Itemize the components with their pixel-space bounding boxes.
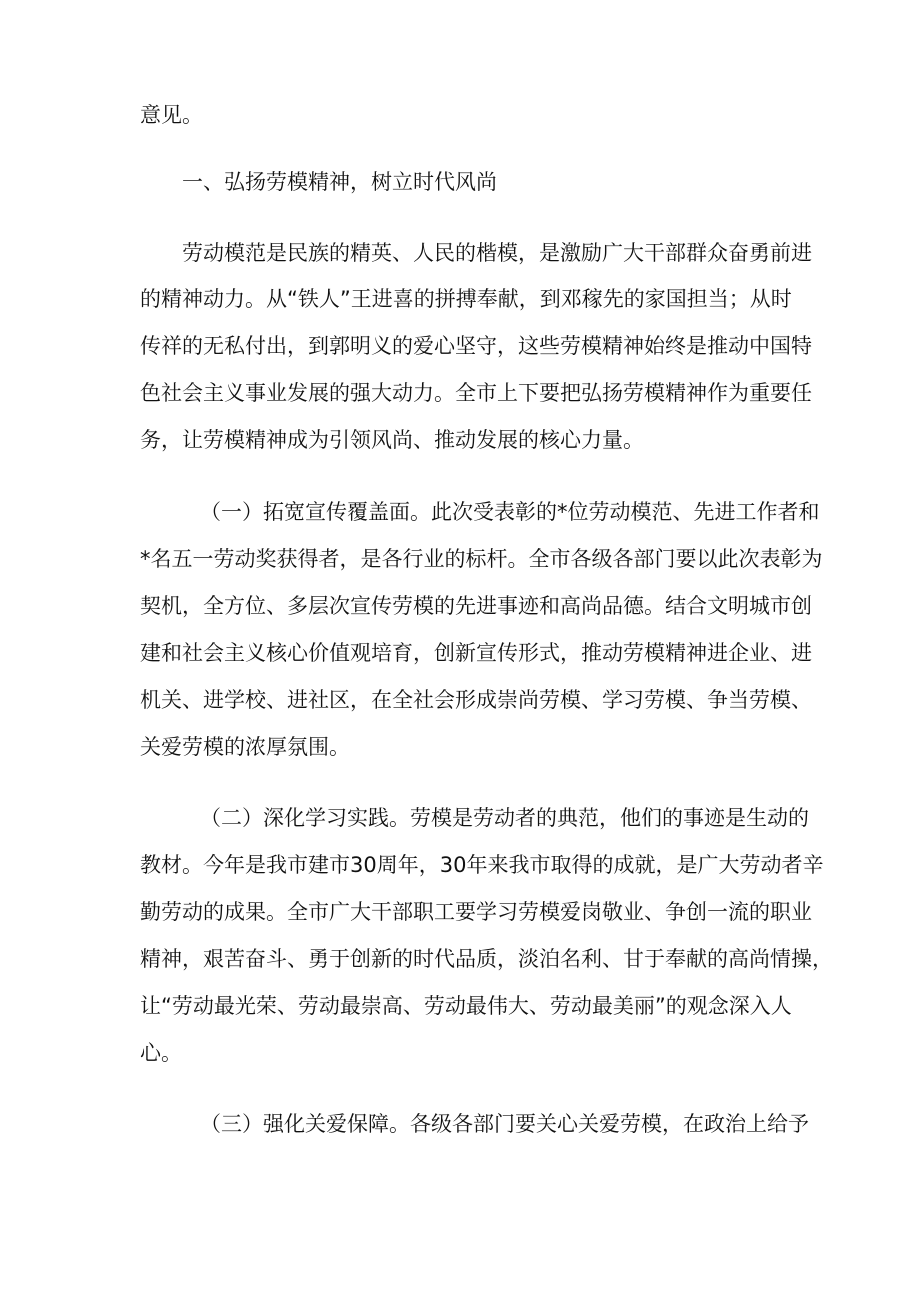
paragraph-line: *名五一劳动奖获得者，是各行业的标杆。全市各级各部门要以此次表彰为 xyxy=(140,547,823,571)
paragraph-line: 契机，全方位、多层次宣传劳模的先进事迹和高尚品德。结合文明城市创 xyxy=(140,594,812,618)
paragraph-line: （一）拓宽宣传覆盖面。此次受表彰的*位劳动模范、先进工作者和 xyxy=(200,500,820,524)
paragraph-line: 关爱劳模的浓厚氛围。 xyxy=(140,735,350,759)
paragraph-line: 务，让劳模精神成为引领风尚、推动发展的核心力量。 xyxy=(140,428,644,452)
intro-tail-text: 意见。 xyxy=(140,103,203,127)
section-heading: 一、弘扬劳模精神，树立时代风尚 xyxy=(182,170,497,194)
paragraph-line: （三）强化关爱保障。各级各部门要关心关爱劳模，在政治上给予 xyxy=(200,1112,809,1136)
paragraph-line: 勤劳动的成果。全市广大干部职工要学习劳模爱岗敬业、争创一流的职业 xyxy=(140,900,812,924)
paragraph-line: 传祥的无私付出，到郭明义的爱心坚守，这些劳模精神始终是推动中国特 xyxy=(140,334,812,358)
paragraph-line: （二）深化学习实践。劳模是劳动者的典范，他们的事迹是生动的 xyxy=(200,806,809,830)
paragraph-line: 建和社会主义核心价值观培育，创新宣传形式，推动劳模精神进企业、进 xyxy=(140,641,812,665)
paragraph-line: 让“劳动最光荣、劳动最崇高、劳动最伟大、劳动最美丽”的观念深入人 xyxy=(140,994,792,1018)
paragraph-line: 劳动模范是民族的精英、人民的楷模，是激励广大干部群众奋勇前进 xyxy=(182,241,812,265)
paragraph-line: 教材。今年是我市建市30周年，30年来我市取得的成就，是广大劳动者辛 xyxy=(140,853,824,877)
paragraph-line: 心。 xyxy=(140,1041,182,1065)
paragraph-line: 的精神动力。从“铁人”王进喜的拼搏奉献，到邓稼先的家国担当；从时 xyxy=(140,287,792,311)
paragraph-line: 色社会主义事业发展的强大动力。全市上下要把弘扬劳模精神作为重要任 xyxy=(140,381,812,405)
paragraph-line: 精神，艰苦奋斗、勇于创新的时代品质，淡泊名利、甘于奉献的高尚情操， xyxy=(140,947,833,971)
paragraph-line: 机关、进学校、进社区，在全社会形成崇尚劳模、学习劳模、争当劳模、 xyxy=(140,688,812,712)
